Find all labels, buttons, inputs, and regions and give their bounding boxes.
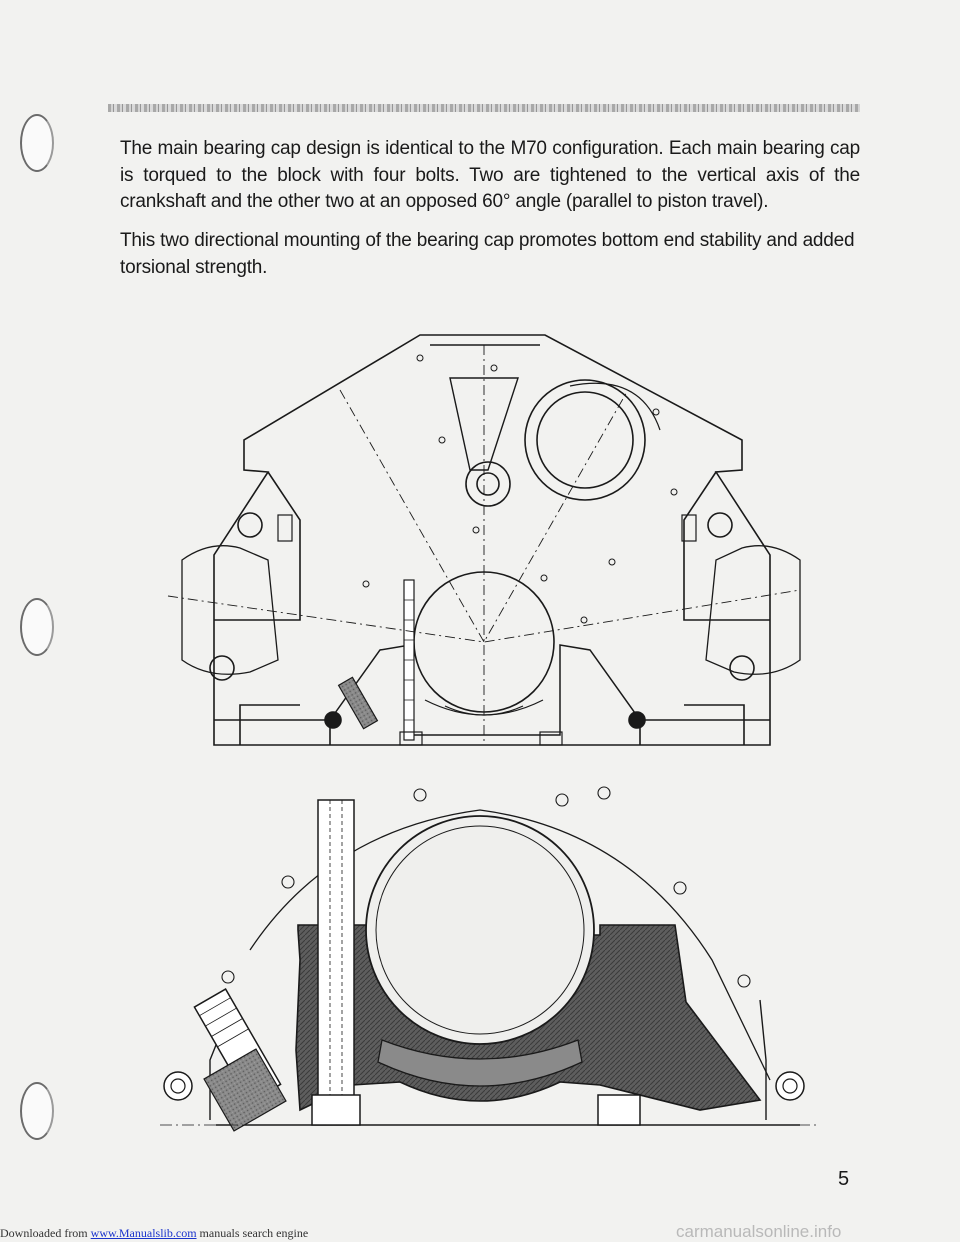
body-paragraph: This two directional mounting of the bearing cap promotes bottom end stability and added torsional strength. xyxy=(120,230,855,278)
block-center-lines xyxy=(168,345,800,745)
footer-suffix: manuals search engine xyxy=(196,1226,309,1240)
site-watermark: carmanualsonline.info xyxy=(676,1222,842,1241)
footer-prefix: Downloaded from xyxy=(0,1226,91,1240)
manualslib-link[interactable]: www.Manualslib.com xyxy=(90,1226,197,1240)
download-footer xyxy=(0,1226,308,1241)
body-paragraph: The main bearing cap design is identical to the M70 configuration. Each main bearing cap is torqued to the block with four bolts. Two are tightened to the vertical axis of the crankshaft and the other two at an opposed 60° angle (parallel to piston travel). xyxy=(120,138,860,212)
bearing-cap-section xyxy=(160,787,820,1131)
page-number: 5 xyxy=(838,1168,850,1190)
block-front-view xyxy=(182,335,800,745)
